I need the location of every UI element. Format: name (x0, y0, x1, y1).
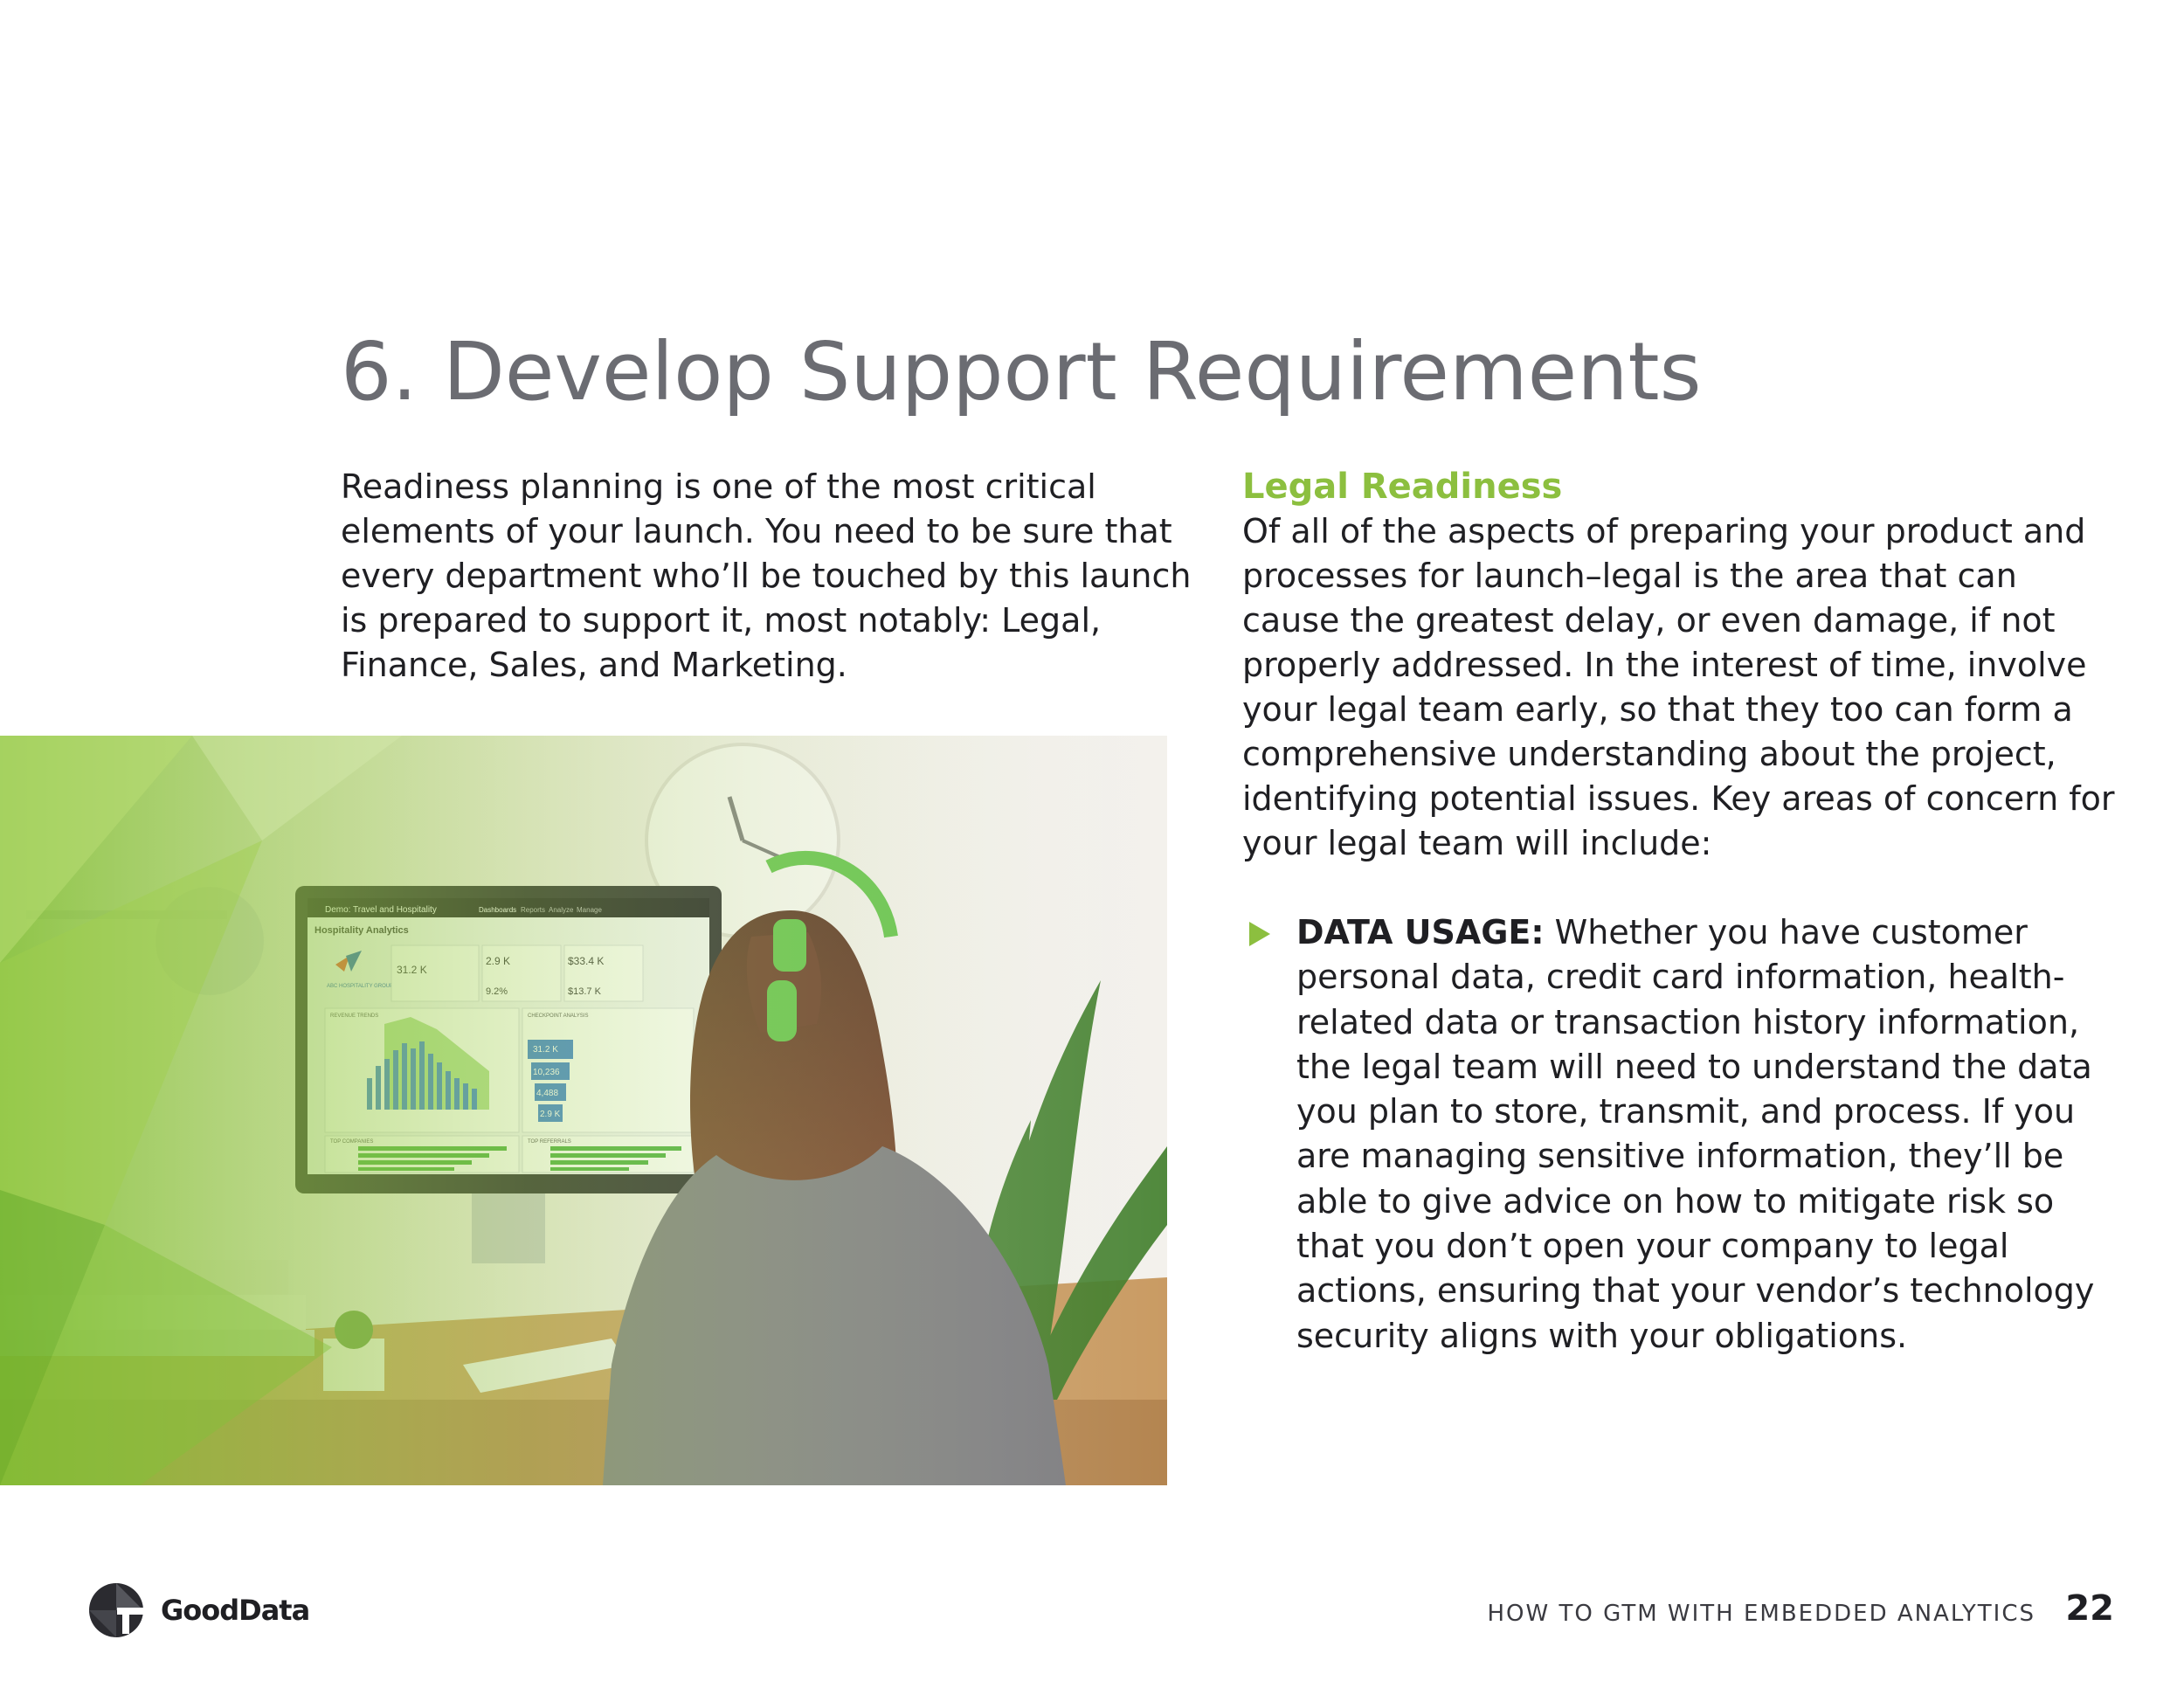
legal-readiness-heading: Legal Readiness (1242, 467, 1563, 507)
gooddata-logo-icon (87, 1581, 145, 1639)
logo-text: GoodData (161, 1594, 310, 1627)
bullet-text (1296, 910, 2125, 1359)
page-number: 22 (2065, 1588, 2114, 1629)
page-title: 6. Develop Support Requirements (341, 325, 1702, 419)
intro-paragraph: Readiness planning is one of the most critical elements of your launch. You need to be sure that every department who’ll be touched by this launch is prepared to support it, most notably: Legal, Finance, Sales, and Marketing. (341, 467, 1192, 684)
hero-photo (0, 736, 1167, 1485)
bullet-label: DATA USAGE: (1296, 913, 1545, 951)
bullet-body: Whether you have customer personal data, credit card information, health-related data or transaction history information, the legal team will need to understand the data you plan to store, transmit, and process. If you are managing sensitive information, they’ll be able to give advice on how to mitigate risk so that you don’t open your company to legal actions, ensuring that your vendor’s technology security aligns with your obligations. (1296, 913, 2095, 1355)
triangle-bullet-icon (1249, 922, 1270, 946)
footer-caption: HOW TO GTM WITH EMBEDDED ANALYTICS (1487, 1601, 2035, 1627)
bullet-item-data-usage (1242, 910, 2125, 1359)
gooddata-logo (87, 1581, 310, 1643)
legal-readiness-body: Of all of the aspects of preparing your product and processes for launch–legal is the area that can cause the greatest delay, or even damage, if not properly addressed. In the interest of time, involve your legal team early, so that they too can form a comprehensive understanding about the project, identifying potential issues. Key areas of concern for your legal team will include: (1242, 512, 2115, 862)
legal-readiness-section (1242, 465, 2125, 1359)
